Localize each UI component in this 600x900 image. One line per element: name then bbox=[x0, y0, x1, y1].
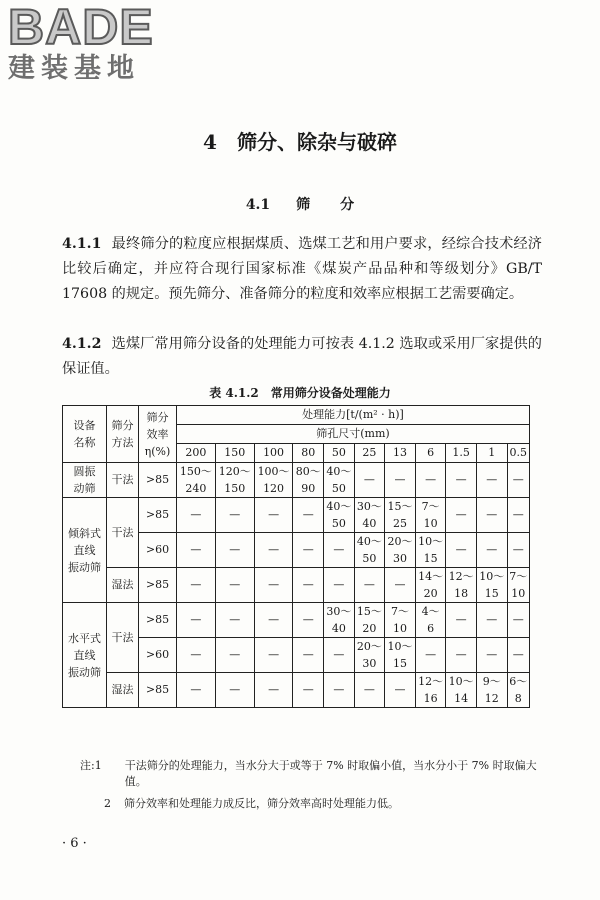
cell-line: — bbox=[268, 508, 280, 521]
cell-line: 40～ bbox=[326, 500, 352, 513]
note-text: 筛分效率和处理能力成反比，筛分效率高时处理能力低。 bbox=[124, 797, 399, 810]
cell-line: — bbox=[302, 613, 314, 626]
cell-line: 15～ bbox=[387, 500, 413, 513]
capacity-cell bbox=[215, 568, 254, 603]
header-size: 100 bbox=[254, 444, 293, 463]
note-number: 2 bbox=[104, 797, 111, 810]
capacity-cell bbox=[354, 498, 385, 533]
capacity-cell bbox=[507, 533, 529, 568]
capacity-cell bbox=[415, 568, 446, 603]
cell-line: 7～ bbox=[509, 570, 528, 583]
capacity-cell bbox=[354, 463, 385, 498]
cell-line: 15 bbox=[423, 552, 438, 565]
cell-line: 30～ bbox=[356, 500, 382, 513]
cell-line: 20 bbox=[423, 587, 438, 600]
capacity-cell bbox=[293, 498, 324, 533]
chapter-heading bbox=[0, 126, 600, 155]
cell-line: 直线 bbox=[73, 648, 96, 662]
cell-line: 倾斜式 bbox=[68, 526, 101, 540]
cell-line: — bbox=[333, 648, 345, 661]
cell-line: 10～ bbox=[479, 570, 505, 583]
section-heading bbox=[0, 194, 600, 214]
equipment-name bbox=[63, 498, 107, 603]
cell-line: — bbox=[455, 543, 467, 556]
efficiency-cell: >60 bbox=[139, 638, 177, 673]
cell-line: 4～ bbox=[421, 605, 440, 618]
section-number: 4.1 bbox=[245, 197, 271, 213]
capacity-cell bbox=[324, 638, 355, 673]
cell-line: 50 bbox=[331, 517, 346, 530]
cell-line: 30～ bbox=[326, 605, 352, 618]
header-size: 1.5 bbox=[446, 444, 477, 463]
clause-text: 选煤厂常用筛分设备的处理能力可按表 4.1.2 选取或采用厂家提供的保证值。 bbox=[62, 336, 542, 377]
note-prefix: 注: bbox=[80, 759, 95, 772]
cell-line: — bbox=[363, 683, 375, 696]
table-row bbox=[63, 498, 530, 533]
capacity-cell bbox=[215, 533, 254, 568]
cell-line: — bbox=[268, 543, 280, 556]
capacity-cell bbox=[354, 673, 385, 708]
cell-line: — bbox=[394, 578, 406, 591]
cell-line: η(%) bbox=[144, 444, 171, 458]
capacity-cell bbox=[385, 568, 416, 603]
cell-line: 20 bbox=[362, 622, 377, 635]
capacity-cell bbox=[254, 533, 293, 568]
cell-line: 10 bbox=[393, 622, 407, 635]
cell-line: 水平式 bbox=[68, 631, 101, 645]
capacity-cell bbox=[254, 673, 293, 708]
cell-line: 10～ bbox=[448, 675, 474, 688]
cell-line: 15 bbox=[484, 587, 499, 600]
note-text: 干法筛分的处理能力，当水分大于或等于 7% 时取偏小值，当水分小于 7% 时取偏大值。 bbox=[124, 759, 537, 788]
cell-line: 100～ bbox=[257, 465, 290, 478]
cell-line: — bbox=[394, 473, 406, 486]
capacity-cell bbox=[415, 673, 446, 708]
cell-line: 效率 bbox=[146, 427, 169, 441]
cell-line: — bbox=[455, 648, 467, 661]
cell-line: 14～ bbox=[418, 570, 444, 583]
capacity-cell bbox=[177, 638, 216, 673]
cell-line: 名称 bbox=[73, 436, 96, 449]
capacity-cell bbox=[385, 603, 416, 638]
table-caption-title: 常用筛分设备处理能力 bbox=[270, 386, 391, 400]
cell-line: — bbox=[268, 578, 280, 591]
capacity-cell bbox=[507, 498, 529, 533]
cell-line: — bbox=[486, 473, 498, 486]
clause-4-1-2 bbox=[62, 332, 542, 382]
cell-line: — bbox=[486, 543, 498, 556]
table-header-row bbox=[63, 406, 530, 425]
capacity-cell bbox=[293, 638, 324, 673]
capacity-cell bbox=[446, 603, 477, 638]
cell-line: 20～ bbox=[356, 640, 382, 653]
cell-line: 筛分 bbox=[146, 410, 169, 424]
cell-line: — bbox=[333, 578, 345, 591]
capacity-cell bbox=[177, 498, 216, 533]
cell-line: 15 bbox=[393, 657, 407, 670]
capacity-cell bbox=[324, 463, 355, 498]
cell-line: 10 bbox=[511, 587, 526, 600]
table-row bbox=[63, 673, 530, 708]
cell-line: 40 bbox=[331, 622, 346, 635]
capacity-cell bbox=[476, 533, 507, 568]
table-caption-number: 表 4.1.2 bbox=[209, 386, 259, 400]
capacity-cell bbox=[446, 673, 477, 708]
table-caption bbox=[0, 384, 600, 401]
capacity-cell bbox=[215, 638, 254, 673]
clause-number: 4.1.2 bbox=[62, 336, 102, 352]
cell-line: — bbox=[302, 508, 314, 521]
cell-line: 14 bbox=[454, 692, 469, 705]
capacity-cell bbox=[507, 463, 529, 498]
cell-line: 10～ bbox=[418, 535, 444, 548]
cell-line: 90 bbox=[301, 482, 316, 495]
capacity-cell bbox=[385, 673, 416, 708]
method-cell: 干法 bbox=[107, 498, 139, 568]
cell-line: 30 bbox=[393, 552, 407, 565]
cell-line: 150～ bbox=[179, 465, 212, 478]
capacity-cell bbox=[476, 463, 507, 498]
bade-logo bbox=[8, 2, 178, 86]
capacity-cell bbox=[293, 603, 324, 638]
cell-line: — bbox=[190, 543, 202, 556]
capacity-cell bbox=[446, 638, 477, 673]
cell-line: 8 bbox=[514, 692, 522, 705]
capacity-cell bbox=[446, 498, 477, 533]
cell-line: — bbox=[455, 613, 467, 626]
capacity-cell bbox=[215, 603, 254, 638]
method-cell: 湿法 bbox=[107, 568, 139, 603]
logo-subtitle: 建装基地 bbox=[8, 53, 140, 84]
table-row bbox=[63, 568, 530, 603]
header-size: 13 bbox=[385, 444, 416, 463]
capacity-cell bbox=[385, 533, 416, 568]
cell-line: 筛分 bbox=[111, 419, 134, 432]
capacity-cell bbox=[293, 463, 324, 498]
cell-line: — bbox=[512, 648, 524, 661]
capacity-cell bbox=[254, 603, 293, 638]
capacity-cell bbox=[446, 568, 477, 603]
capacity-cell bbox=[385, 638, 416, 673]
clause-4-1-1 bbox=[62, 232, 542, 307]
cell-line: 动筛 bbox=[73, 482, 96, 495]
cell-line: 9～ bbox=[482, 675, 501, 688]
cell-line: 12～ bbox=[418, 675, 444, 688]
cell-line: 振动筛 bbox=[68, 665, 101, 679]
cell-line: 80～ bbox=[295, 465, 321, 478]
capacity-cell bbox=[177, 533, 216, 568]
cell-line: — bbox=[302, 683, 314, 696]
cell-line: 25 bbox=[393, 517, 407, 530]
cell-line: — bbox=[363, 473, 375, 486]
cell-line: 40 bbox=[362, 517, 377, 530]
header-equipment bbox=[63, 406, 107, 463]
cell-line: 10～ bbox=[387, 640, 413, 653]
capacity-cell bbox=[254, 463, 293, 498]
cell-line: — bbox=[302, 648, 314, 661]
cell-line: 12 bbox=[484, 692, 499, 705]
method-cell: 湿法 bbox=[107, 673, 139, 708]
header-size: 200 bbox=[177, 444, 216, 463]
capacity-cell bbox=[324, 603, 355, 638]
cell-line: — bbox=[229, 578, 241, 591]
cell-line: — bbox=[394, 683, 406, 696]
capacity-cell bbox=[293, 533, 324, 568]
capacity-cell bbox=[507, 638, 529, 673]
capacity-cell bbox=[385, 498, 416, 533]
header-aperture: 筛孔尺寸(mm) bbox=[177, 425, 530, 444]
cell-line: — bbox=[268, 683, 280, 696]
efficiency-cell: >60 bbox=[139, 533, 177, 568]
header-size: 25 bbox=[354, 444, 385, 463]
capacity-cell bbox=[354, 533, 385, 568]
capacity-cell bbox=[415, 638, 446, 673]
capacity-cell bbox=[415, 463, 446, 498]
efficiency-cell: >85 bbox=[139, 568, 177, 603]
capacity-cell bbox=[215, 463, 254, 498]
cell-line: — bbox=[190, 683, 202, 696]
capacity-cell bbox=[415, 603, 446, 638]
clause-text: 最终筛分的粒度应根据煤质、选煤工艺和用户要求，经综合技术经济比较后确定，并应符合现行国家标准《煤炭产品品种和等级划分》GB/T 17608 的规定。预先筛分、准备筛分的粒度和效率应根据工艺需要确定。 bbox=[62, 236, 542, 302]
cell-line: — bbox=[425, 648, 437, 661]
cell-line: 设备 bbox=[73, 419, 96, 432]
table-note-2 bbox=[104, 796, 399, 812]
cell-line: 18 bbox=[454, 587, 469, 600]
capacity-cell bbox=[324, 498, 355, 533]
capacity-cell bbox=[177, 603, 216, 638]
header-efficiency bbox=[139, 406, 177, 463]
cell-line: 方法 bbox=[111, 436, 134, 449]
cell-line: 16 bbox=[423, 692, 438, 705]
cell-line: — bbox=[363, 578, 375, 591]
cell-line: — bbox=[425, 473, 437, 486]
cell-line: — bbox=[229, 508, 241, 521]
cell-line: — bbox=[512, 508, 524, 521]
cell-line: — bbox=[512, 613, 524, 626]
cell-line: — bbox=[455, 508, 467, 521]
equipment-name bbox=[63, 603, 107, 708]
capacity-cell bbox=[324, 533, 355, 568]
header-capacity: 处理能力[t/(m² · h)] bbox=[177, 406, 530, 425]
capacity-cell bbox=[254, 498, 293, 533]
header-size: 0.5 bbox=[507, 444, 529, 463]
cell-line: 6 bbox=[427, 622, 435, 635]
capacity-cell bbox=[254, 638, 293, 673]
equipment-name bbox=[63, 463, 107, 498]
method-cell: 干法 bbox=[107, 603, 139, 673]
cell-line: — bbox=[302, 543, 314, 556]
capacity-cell bbox=[507, 568, 529, 603]
cell-line: 30 bbox=[362, 657, 377, 670]
cell-line: — bbox=[229, 648, 241, 661]
capacity-cell bbox=[507, 603, 529, 638]
cell-line: 40～ bbox=[356, 535, 382, 548]
cell-line: — bbox=[190, 613, 202, 626]
cell-line: — bbox=[302, 578, 314, 591]
cell-line: 150 bbox=[224, 482, 246, 495]
cell-line: — bbox=[486, 613, 498, 626]
capacity-cell bbox=[254, 568, 293, 603]
capacity-cell bbox=[293, 673, 324, 708]
cell-line: — bbox=[190, 508, 202, 521]
cell-line: 10 bbox=[423, 517, 438, 530]
cell-line: 振动筛 bbox=[68, 560, 101, 574]
capacity-cell bbox=[354, 603, 385, 638]
efficiency-cell: >85 bbox=[139, 463, 177, 498]
page-number: · 6 · bbox=[62, 836, 87, 851]
note-number: 1 bbox=[94, 759, 102, 772]
table-note-1 bbox=[80, 758, 545, 790]
method-cell: 干法 bbox=[107, 463, 139, 498]
section-title-char-1: 筛 bbox=[296, 197, 341, 213]
capacity-cell bbox=[446, 463, 477, 498]
header-size: 50 bbox=[324, 444, 355, 463]
capacity-cell bbox=[177, 463, 216, 498]
cell-line: — bbox=[229, 543, 241, 556]
header-size: 6 bbox=[415, 444, 446, 463]
cell-line: — bbox=[229, 683, 241, 696]
cell-line: 50 bbox=[331, 482, 346, 495]
efficiency-cell: >85 bbox=[139, 498, 177, 533]
capacity-cell bbox=[415, 533, 446, 568]
capacity-cell bbox=[476, 603, 507, 638]
cell-line: — bbox=[455, 473, 467, 486]
header-size: 1 bbox=[476, 444, 507, 463]
capacity-cell bbox=[446, 533, 477, 568]
cell-line: 7～ bbox=[391, 605, 409, 618]
cell-line: 12～ bbox=[448, 570, 474, 583]
cell-line: 圆振 bbox=[73, 465, 96, 478]
capacity-cell bbox=[354, 568, 385, 603]
capacity-cell bbox=[293, 568, 324, 603]
capacity-cell bbox=[415, 498, 446, 533]
cell-line: 6～ bbox=[509, 675, 528, 688]
cell-line: — bbox=[512, 473, 524, 486]
section-title-char-2: 分 bbox=[340, 197, 355, 213]
cell-line: — bbox=[486, 508, 498, 521]
capacity-cell bbox=[215, 498, 254, 533]
table-row bbox=[63, 603, 530, 638]
header-size: 80 bbox=[293, 444, 324, 463]
capacity-cell bbox=[177, 673, 216, 708]
cell-line: 15～ bbox=[356, 605, 382, 618]
cell-line: 50 bbox=[362, 552, 377, 565]
cell-line: — bbox=[229, 613, 241, 626]
capacity-cell bbox=[476, 498, 507, 533]
capacity-cell bbox=[507, 673, 529, 708]
cell-line: 120 bbox=[263, 482, 285, 495]
chapter-number: 4 bbox=[203, 130, 217, 154]
header-method bbox=[107, 406, 139, 463]
capacity-cell bbox=[324, 673, 355, 708]
cell-line: — bbox=[268, 648, 280, 661]
cell-line: — bbox=[190, 578, 202, 591]
cell-line: — bbox=[333, 543, 345, 556]
capacity-cell bbox=[354, 638, 385, 673]
clause-number: 4.1.1 bbox=[62, 236, 102, 252]
cell-line: 40～ bbox=[326, 465, 352, 478]
screening-capacity-table bbox=[62, 405, 530, 708]
table-row bbox=[63, 463, 530, 498]
capacity-cell bbox=[385, 463, 416, 498]
capacity-cell bbox=[215, 673, 254, 708]
efficiency-cell: >85 bbox=[139, 673, 177, 708]
cell-line: — bbox=[486, 648, 498, 661]
chapter-title: 筛分、除杂与破碎 bbox=[236, 130, 397, 154]
cell-line: 20～ bbox=[387, 535, 413, 548]
efficiency-cell: >85 bbox=[139, 603, 177, 638]
cell-line: 120～ bbox=[218, 465, 251, 478]
capacity-cell bbox=[476, 673, 507, 708]
cell-line: — bbox=[190, 648, 202, 661]
cell-line: 7～ bbox=[421, 500, 440, 513]
capacity-cell bbox=[177, 568, 216, 603]
logo-wordmark: BADE bbox=[8, 0, 154, 55]
capacity-cell bbox=[476, 638, 507, 673]
capacity-cell bbox=[324, 568, 355, 603]
capacity-cell bbox=[476, 568, 507, 603]
cell-line: 直线 bbox=[73, 543, 96, 557]
header-size: 150 bbox=[215, 444, 254, 463]
cell-line: — bbox=[268, 613, 280, 626]
cell-line: — bbox=[333, 683, 345, 696]
cell-line: 240 bbox=[185, 482, 207, 495]
cell-line: — bbox=[512, 543, 524, 556]
